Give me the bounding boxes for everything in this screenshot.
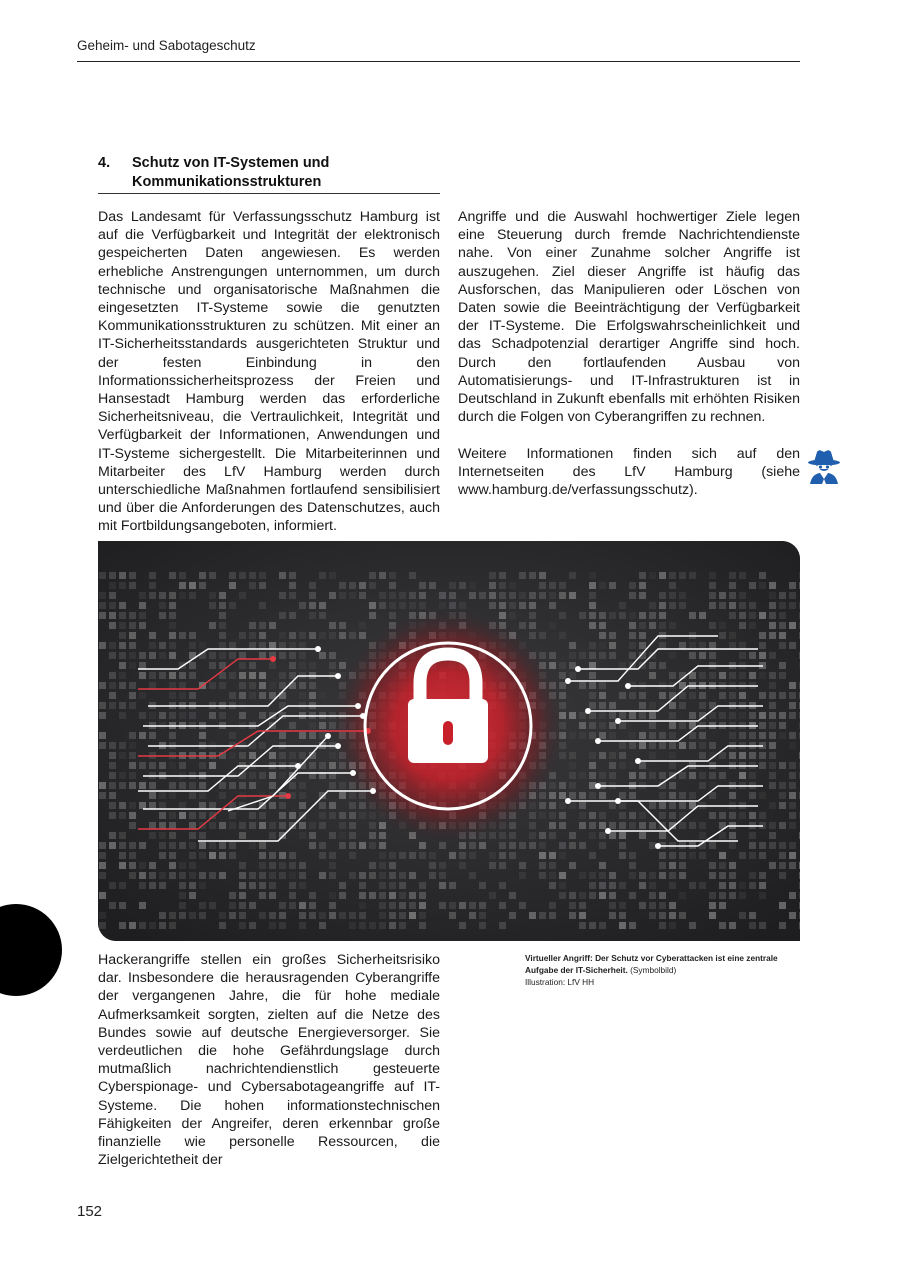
- right-paragraph-1: Angriffe und die Auswahl hochwertiger Ziele legen eine Steuerung durch fremde Nachrichtendienste nahe. Von einer Zunahme solcher Angriffe ist auszugehen. Ziel dieser Angriffe ist häufig das Ausforschen, das Manipulieren oder Löschen von Daten sowie die Beeinträchtigung der Verfügbarkeit der IT-Systeme. Die Erfolgswahrscheinlichkeit und das Schadpotenzial derartiger Angriffe sind hoch. Durch den fortlaufenden Ausbau von Automatisierungs- und IT-Infrastrukturen ist in Deutschland in Zukunft ebenfalls mit erhöhten Risiken durch die Folgen von Cyberangriffen zu rechnen.: [458, 209, 800, 426]
- running-header-title: Geheim- und Sabotageschutz: [77, 38, 256, 53]
- left-column: [98, 208, 440, 536]
- section-title: [132, 154, 440, 192]
- section-title-line-2: Kommunikationsstrukturen: [132, 174, 322, 190]
- caption-normal-text: (Symbolbild): [630, 965, 677, 975]
- padlock-circuit-illustration: [98, 541, 800, 941]
- spy-agent-icon: [806, 447, 842, 485]
- bottom-paragraph: Hackerangriffe stellen ein großes Sicherheitsrisiko dar. Insbesondere die herausragenden Cyberangriffe der vergangenen Jahre, die für hohe mediale Aufmerksamkeit sorgten, zielten auf die Netze des Bundes sowie auf deutsche Energieversorger. Sie verdeutlichen die hohe Gefährdungslage durch mutmaßlich nachrichtendienstlich gesteuerte Cyberspionage- und Cybersabotageangriffe auf IT-Systeme. Die hohen informationstechnischen Fähigkeiten der Angreifer, deren erkennbar große finanzielle wie personelle Ressourcen, die Zielgerichtetheit der: [98, 952, 440, 1169]
- caption-bold-text: Virtueller Angriff: Der Schutz vor Cyberattacken ist eine zentrale Aufgabe der IT-Sicherheit.: [525, 953, 778, 975]
- left-paragraph: Das Landesamt für Verfassungsschutz Hamburg ist auf die Verfügbarkeit und Integrität der elektronisch gespeicherten Daten angewiesen. Es werden erhebliche Anstrengungen unternommen, um durch technische und organisatorische Maßnahmen die eingesetzten IT-Systeme sowie die genutzten Kommunikationsstrukturen zu schützen. Mit einer an IT-Sicherheitsstandards ausgerichteten Struktur und der festen Einbindung in den Informationssicherheitsprozess der Freien und Hansestadt Hamburg werden das erforderliche Sicherheitsniveau, die Vertraulichkeit, Integrität und Verfügbarkeit der Informationen, Anwendungen und IT-Systeme sichergestellt. Die Mitarbeiterinnen und Mitarbeiter des LfV Hamburg werden durch unterschiedliche Maßnahmen fortlaufend sensibilisiert und über die Anforderungen des Datenschutzes, auch mit Fortbildungsangeboten, informiert.: [98, 209, 440, 535]
- right-paragraph-2: Weitere Informationen finden sich auf den Internetseiten des LfV Hamburg (siehe www.hamburg.de/verfassungsschutz).: [458, 445, 800, 499]
- bottom-column: [98, 951, 440, 1169]
- section-divider: [98, 193, 440, 194]
- page-number: 152: [77, 1203, 103, 1220]
- figure-caption: [525, 952, 805, 988]
- chapter-tab-marker: [0, 904, 62, 996]
- caption-credit: Illustration: LfV HH: [525, 977, 595, 987]
- right-column: [458, 208, 800, 499]
- section-number: 4.: [98, 155, 111, 171]
- section-title-line-1: Schutz von IT-Systemen und: [132, 155, 330, 171]
- header-divider: [77, 61, 800, 62]
